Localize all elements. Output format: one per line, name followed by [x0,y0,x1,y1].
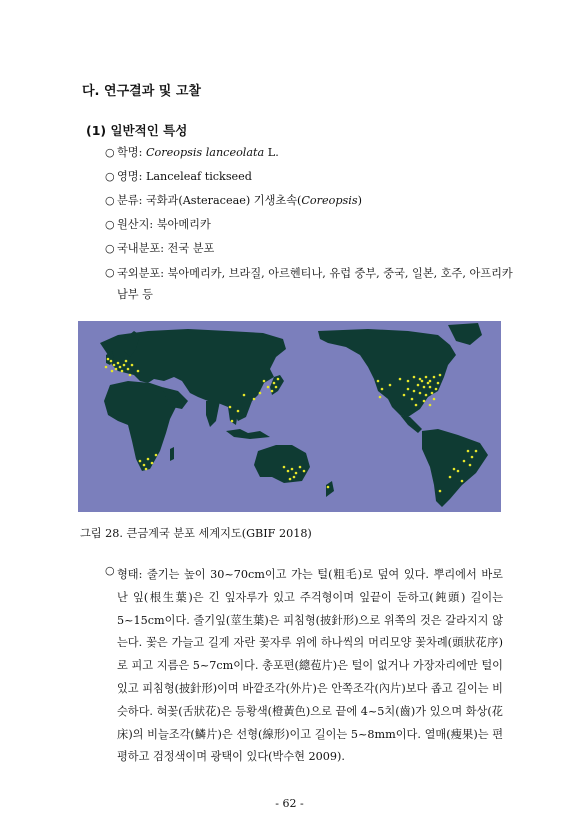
bullet-classification [105,189,525,213]
bullet-symbol: ○ [105,170,115,183]
figure-caption: 그림 28. 큰금계국 분포 세계지도(GBIF 2018) [80,527,312,540]
scientific-name-suffix: L. [264,146,279,159]
bullet-symbol: ○ [105,218,115,231]
overseas-distribution-text: 국외분포: 북아메리카, 브라질, 아르헨티나, 유럽 중부, 중국, 일본, 호주, 아프리카 남부 등 [117,267,513,301]
world-distribution-map [78,321,501,512]
bullet-domestic-distribution [105,237,525,261]
bullet-scientific-name [105,141,525,165]
bullet-overseas-distribution [105,261,525,305]
section-title: 다. 연구결과 및 고찰 [82,84,201,99]
characteristics-list [105,141,525,305]
subsection-title: (1) 일반적인 특성 [86,123,188,138]
page-number: - 62 - [275,797,304,810]
bullet-symbol: ○ [105,564,115,577]
classification-italic: Coreopsis [301,194,358,207]
english-name-text: 영명: Lanceleaf tickseed [117,170,252,183]
bullet-symbol: ○ [105,266,115,279]
bullet-symbol: ○ [105,194,115,207]
scientific-name-italic: Coreopsis lanceolata [145,146,265,159]
bullet-origin [105,213,525,237]
domestic-distribution-text: 국내분포: 전국 분포 [117,242,215,255]
morphology-paragraph [105,564,503,769]
classification-label: 분류: 국화과(Asteraceae) 기생초속( [117,194,302,207]
origin-text: 원산지: 북아메리카 [117,218,211,231]
scientific-name-label: 학명: [117,146,146,159]
morphology-text: 형태: 줄기는 높이 30~70cm이고 가는 털(粗毛)로 덮여 있다. 뿌리에서 바로 난 잎(根生葉)은 긴 잎자루가 있고 주걱형이며 잎끝이 둔하고(鈍頭) 길이는 5~15cm이다. 줄기잎(莖生葉)은 피침형(披針形)으로 위쪽의 것은 갈라지지 않는다. 꽃은 가늘고 길게 자란 꽃자루 위에 하나씩의 머리모양 꽃차례(頭狀花序)로 피고 지름은 5~7cm이다. 총포편(總苞片)은 털이 없거나 가장자리에만 털이 있고 피침형(披針形)이며 바깥조각(外片)은 안쪽조각(內片)보다 좁고 길이는 비슷하다. 혀꽃(舌狀花)은 등황색(橙黃色)으로 끝에 4~5치(齒)가 있으며 화상(花床)의 비늘조각(鱗片)은 선형(線形)이고 길이는 5~8mm이다. 열매(瘦果)는 편평하고 검정색이며 광택이 있다(박수현 2009). [117,568,503,764]
bullet-symbol: ○ [105,242,115,255]
classification-suffix: ) [357,194,362,207]
bullet-english-name [105,165,525,189]
bullet-symbol: ○ [105,146,115,159]
